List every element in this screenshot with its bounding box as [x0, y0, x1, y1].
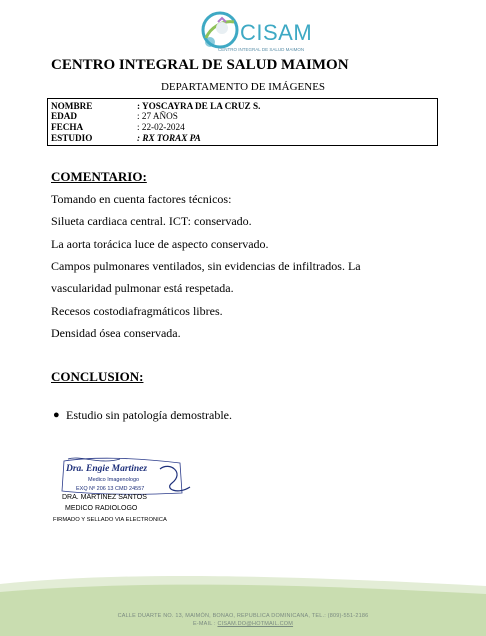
footer-email-label: E-MAIL : — [192, 621, 216, 627]
comment-line: Tomando en cuenta factores técnicos: — [51, 192, 232, 206]
conclusion-item — [53, 408, 232, 423]
patient-value: : RX TORAX PA — [137, 133, 201, 143]
patient-value: : 22-02-2024 — [137, 122, 185, 132]
comment-line: La aorta torácica luce de aspecto conservado. — [51, 237, 269, 251]
footer-address: CALLE DUARTE NO. 13, MAIMÓN, BONAO, REPUBLICA DOMINICANA, TEL.: (809)-551-2186 — [117, 613, 369, 619]
patient-row-study — [51, 133, 201, 143]
patient-row-name — [51, 101, 260, 111]
footer-email-link[interactable]: CISAM.DO@HOTMAIL.COM — [217, 621, 294, 627]
comment-line: Silueta cardiaca central. ICT: conservado. — [51, 214, 252, 228]
comment-heading: COMENTARIO: — [51, 169, 147, 184]
doctor-role: MEDICO RADIOLOGO — [65, 505, 138, 512]
stamp-name: Dra. Engie Martinez — [66, 464, 148, 474]
patient-value: : 27 AÑOS — [137, 111, 178, 121]
conclusion-item-text: Estudio sin patología demostrable. — [66, 408, 232, 422]
stamp-exq: EXQ Nº 206 13 CMD 24557 — [76, 486, 145, 492]
footer-email-line — [0, 621, 486, 627]
patient-value: : YOSCAYRA DE LA CRUZ S. — [137, 101, 261, 111]
page-title: CENTRO INTEGRAL DE SALUD MAIMON — [51, 57, 349, 73]
patient-label: FECHA — [51, 122, 84, 132]
bullet-icon: ● — [53, 409, 60, 421]
comment-line: vascularidad pulmonar está respetada. — [51, 281, 234, 295]
comment-line: Densidad ósea conservada. — [51, 326, 181, 340]
patient-label: NOMBRE — [51, 101, 93, 111]
cisam-logo — [196, 8, 313, 54]
logo-subtitle: CENTRO INTEGRAL DE SALUD MAIMON — [218, 47, 305, 52]
comment-line: Campos pulmonares ventilados, sin evidencias de infiltrados. La — [51, 259, 361, 273]
patient-row-age — [51, 111, 178, 121]
patient-row-date — [51, 122, 185, 132]
doctor-name: DRA. MARTINEZ SANTOS — [62, 494, 147, 501]
department-label: DEPARTAMENTO DE IMÁGENES — [160, 81, 326, 93]
patient-label: ESTUDIO — [51, 133, 93, 143]
patient-label: EDAD — [51, 111, 78, 121]
logo-name: CISAM — [240, 20, 313, 45]
comment-line: Recesos costodiafragmáticos libres. — [51, 304, 223, 318]
stamp-role: Medico Imagenologo — [88, 477, 140, 483]
patient-info-box — [47, 98, 438, 146]
signature-note: FIRMADO Y SELLADO VIA ELECTRONICA — [53, 517, 167, 523]
conclusion-heading: CONCLUSION: — [51, 369, 144, 384]
